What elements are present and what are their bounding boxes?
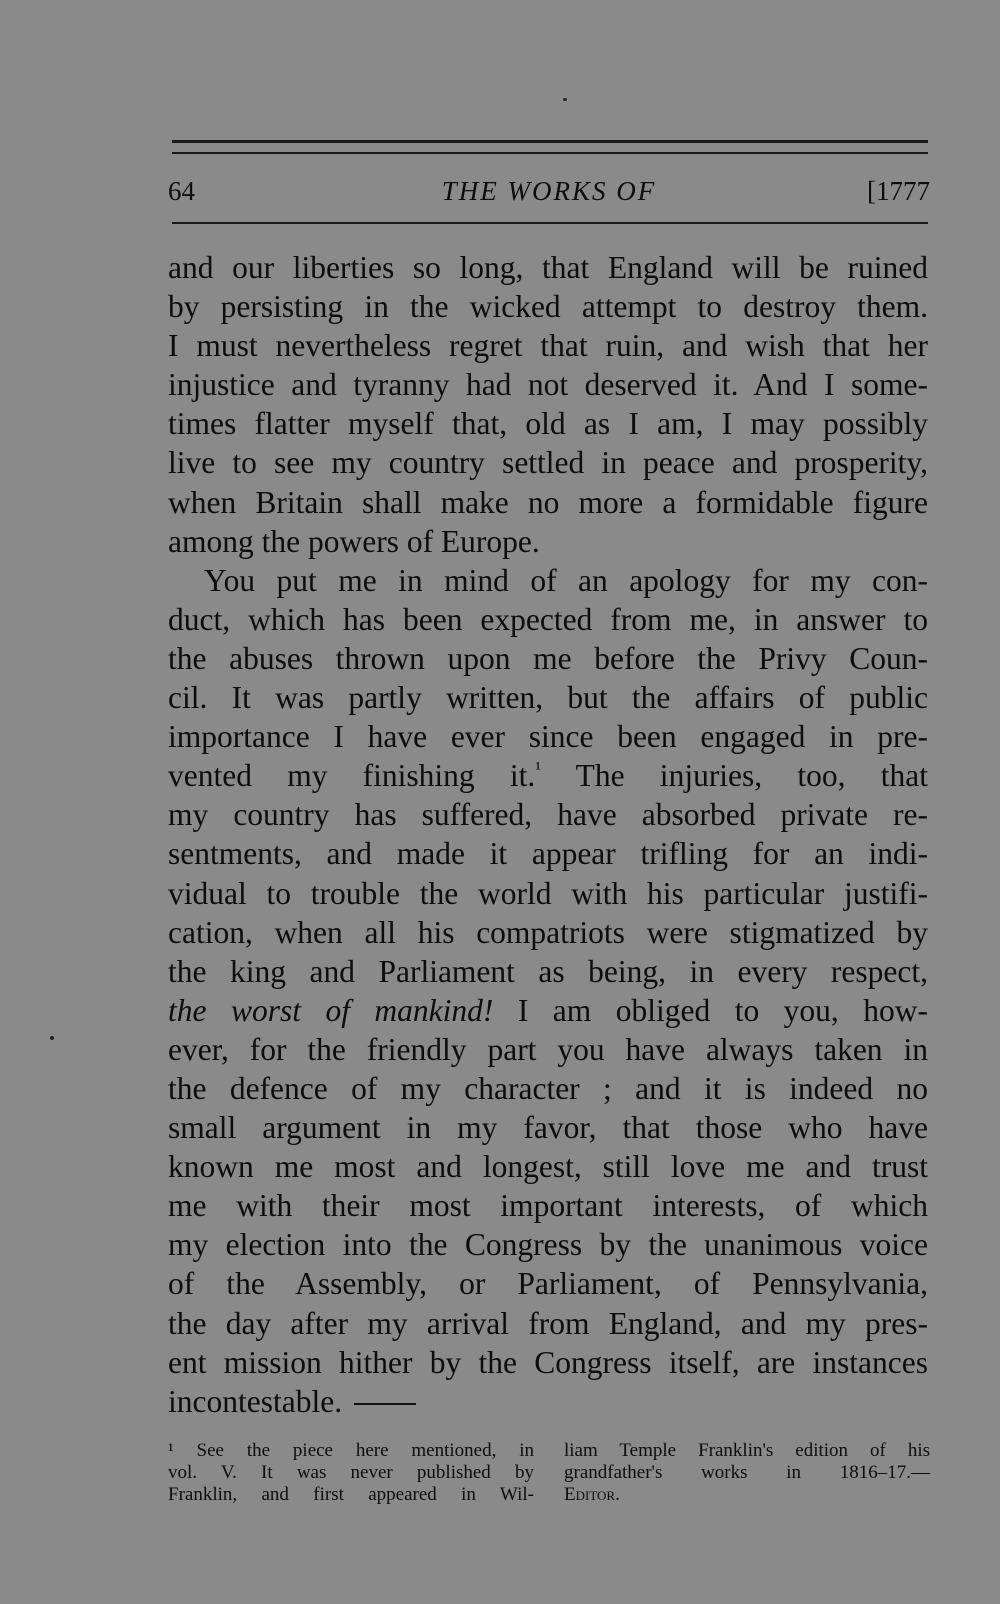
footnote-line: vol. V. It was never published by (168, 1462, 534, 1483)
footnote-line: Franklin, and first appeared in Wil- (168, 1484, 534, 1505)
text-segment: vented my finishing it. (168, 758, 536, 794)
text-line: the king and Parliament as being, in every respect, (168, 953, 928, 989)
footnote-line: liam Temple Franklin's edition of his (564, 1440, 930, 1461)
text-line: the defence of my character ; and it is indeed no (168, 1070, 928, 1106)
text-line: of the Assembly, or Parliament, of Pennsylvania, (168, 1266, 928, 1302)
text-line: by persisting in the wicked attempt to destroy them. (168, 289, 928, 325)
footnote-column-right (564, 1440, 930, 1506)
text-segment: incontestable. (168, 1383, 343, 1419)
text-line: my country has suffered, have absorbed private re- (168, 797, 928, 833)
body-text (168, 248, 928, 1421)
header-rule (172, 222, 928, 224)
text-line: and our liberties so long, that England will be ruined (168, 250, 928, 285)
text-line: injustice and tyranny had not deserved it. And I some- (168, 367, 928, 403)
footnote-marker: ¹ (535, 758, 541, 780)
running-header (168, 170, 930, 212)
text-line: times flatter myself that, old as I am, I may possibly (168, 406, 928, 442)
text-line-italic (168, 991, 928, 1030)
footnote-line: ¹ See the piece here mentioned, in (168, 1440, 534, 1461)
running-title: THE WORKS OF (441, 176, 657, 206)
text-line: me with their most important interests, of which (168, 1188, 928, 1224)
text-line: the abuses thrown upon me before the Privy Coun- (168, 640, 928, 676)
text-line: cation, when all his compatriots were stigmatized by (168, 914, 928, 950)
header-year: [1777 (867, 176, 930, 206)
text-line-last (168, 1382, 928, 1421)
closing-dash (354, 1403, 416, 1405)
text-line: cil. It was partly written, but the affairs of public (168, 680, 928, 716)
italic-phrase: the worst of mankind! (168, 992, 494, 1028)
text-line: live to see my country settled in peace and prosperity, (168, 445, 928, 481)
text-line: the day after my arrival from England, and my pres- (168, 1305, 928, 1341)
text-line: I must nevertheless regret that ruin, and wish that her (168, 328, 928, 364)
text-line: small argument in my favor, that those who have (168, 1110, 928, 1146)
text-line: among the powers of Europe. (168, 523, 540, 559)
text-line: my election into the Congress by the unanimous voice (168, 1227, 928, 1263)
text-segment: I am obliged to you, how- (493, 992, 928, 1028)
text-line: importance I have ever since been engaged in pre- (168, 719, 928, 755)
footnote-editor-signature: Editor. (564, 1484, 620, 1505)
text-line: ever, for the friendly part you have always taken in (168, 1031, 928, 1067)
text-line: sentments, and made it appear trifling for an indi- (168, 836, 928, 872)
top-rule-thin (172, 152, 928, 154)
text-line: when Britain shall make no more a formidable figure (168, 484, 928, 520)
text-line: ent mission hither by the Congress itself, are instances (168, 1344, 928, 1380)
top-rule-thick (172, 140, 928, 143)
text-line: You put me in mind of an apology for my con- (204, 562, 928, 598)
page-speck (50, 1036, 54, 1040)
page-speck (563, 98, 567, 101)
page-number: 64 (168, 176, 195, 206)
text-line: duct, which has been expected from me, in answer to (168, 601, 928, 637)
footnote-line: grandfather's works in 1816–17.— (564, 1462, 930, 1483)
text-line-footnote-ref (168, 756, 928, 795)
text-segment: The injuries, too, that (540, 758, 928, 794)
footnote-column-left (168, 1440, 534, 1506)
text-line: known me most and longest, still love me and trust (168, 1149, 928, 1185)
text-line: vidual to trouble the world with his particular justifi- (168, 875, 928, 911)
